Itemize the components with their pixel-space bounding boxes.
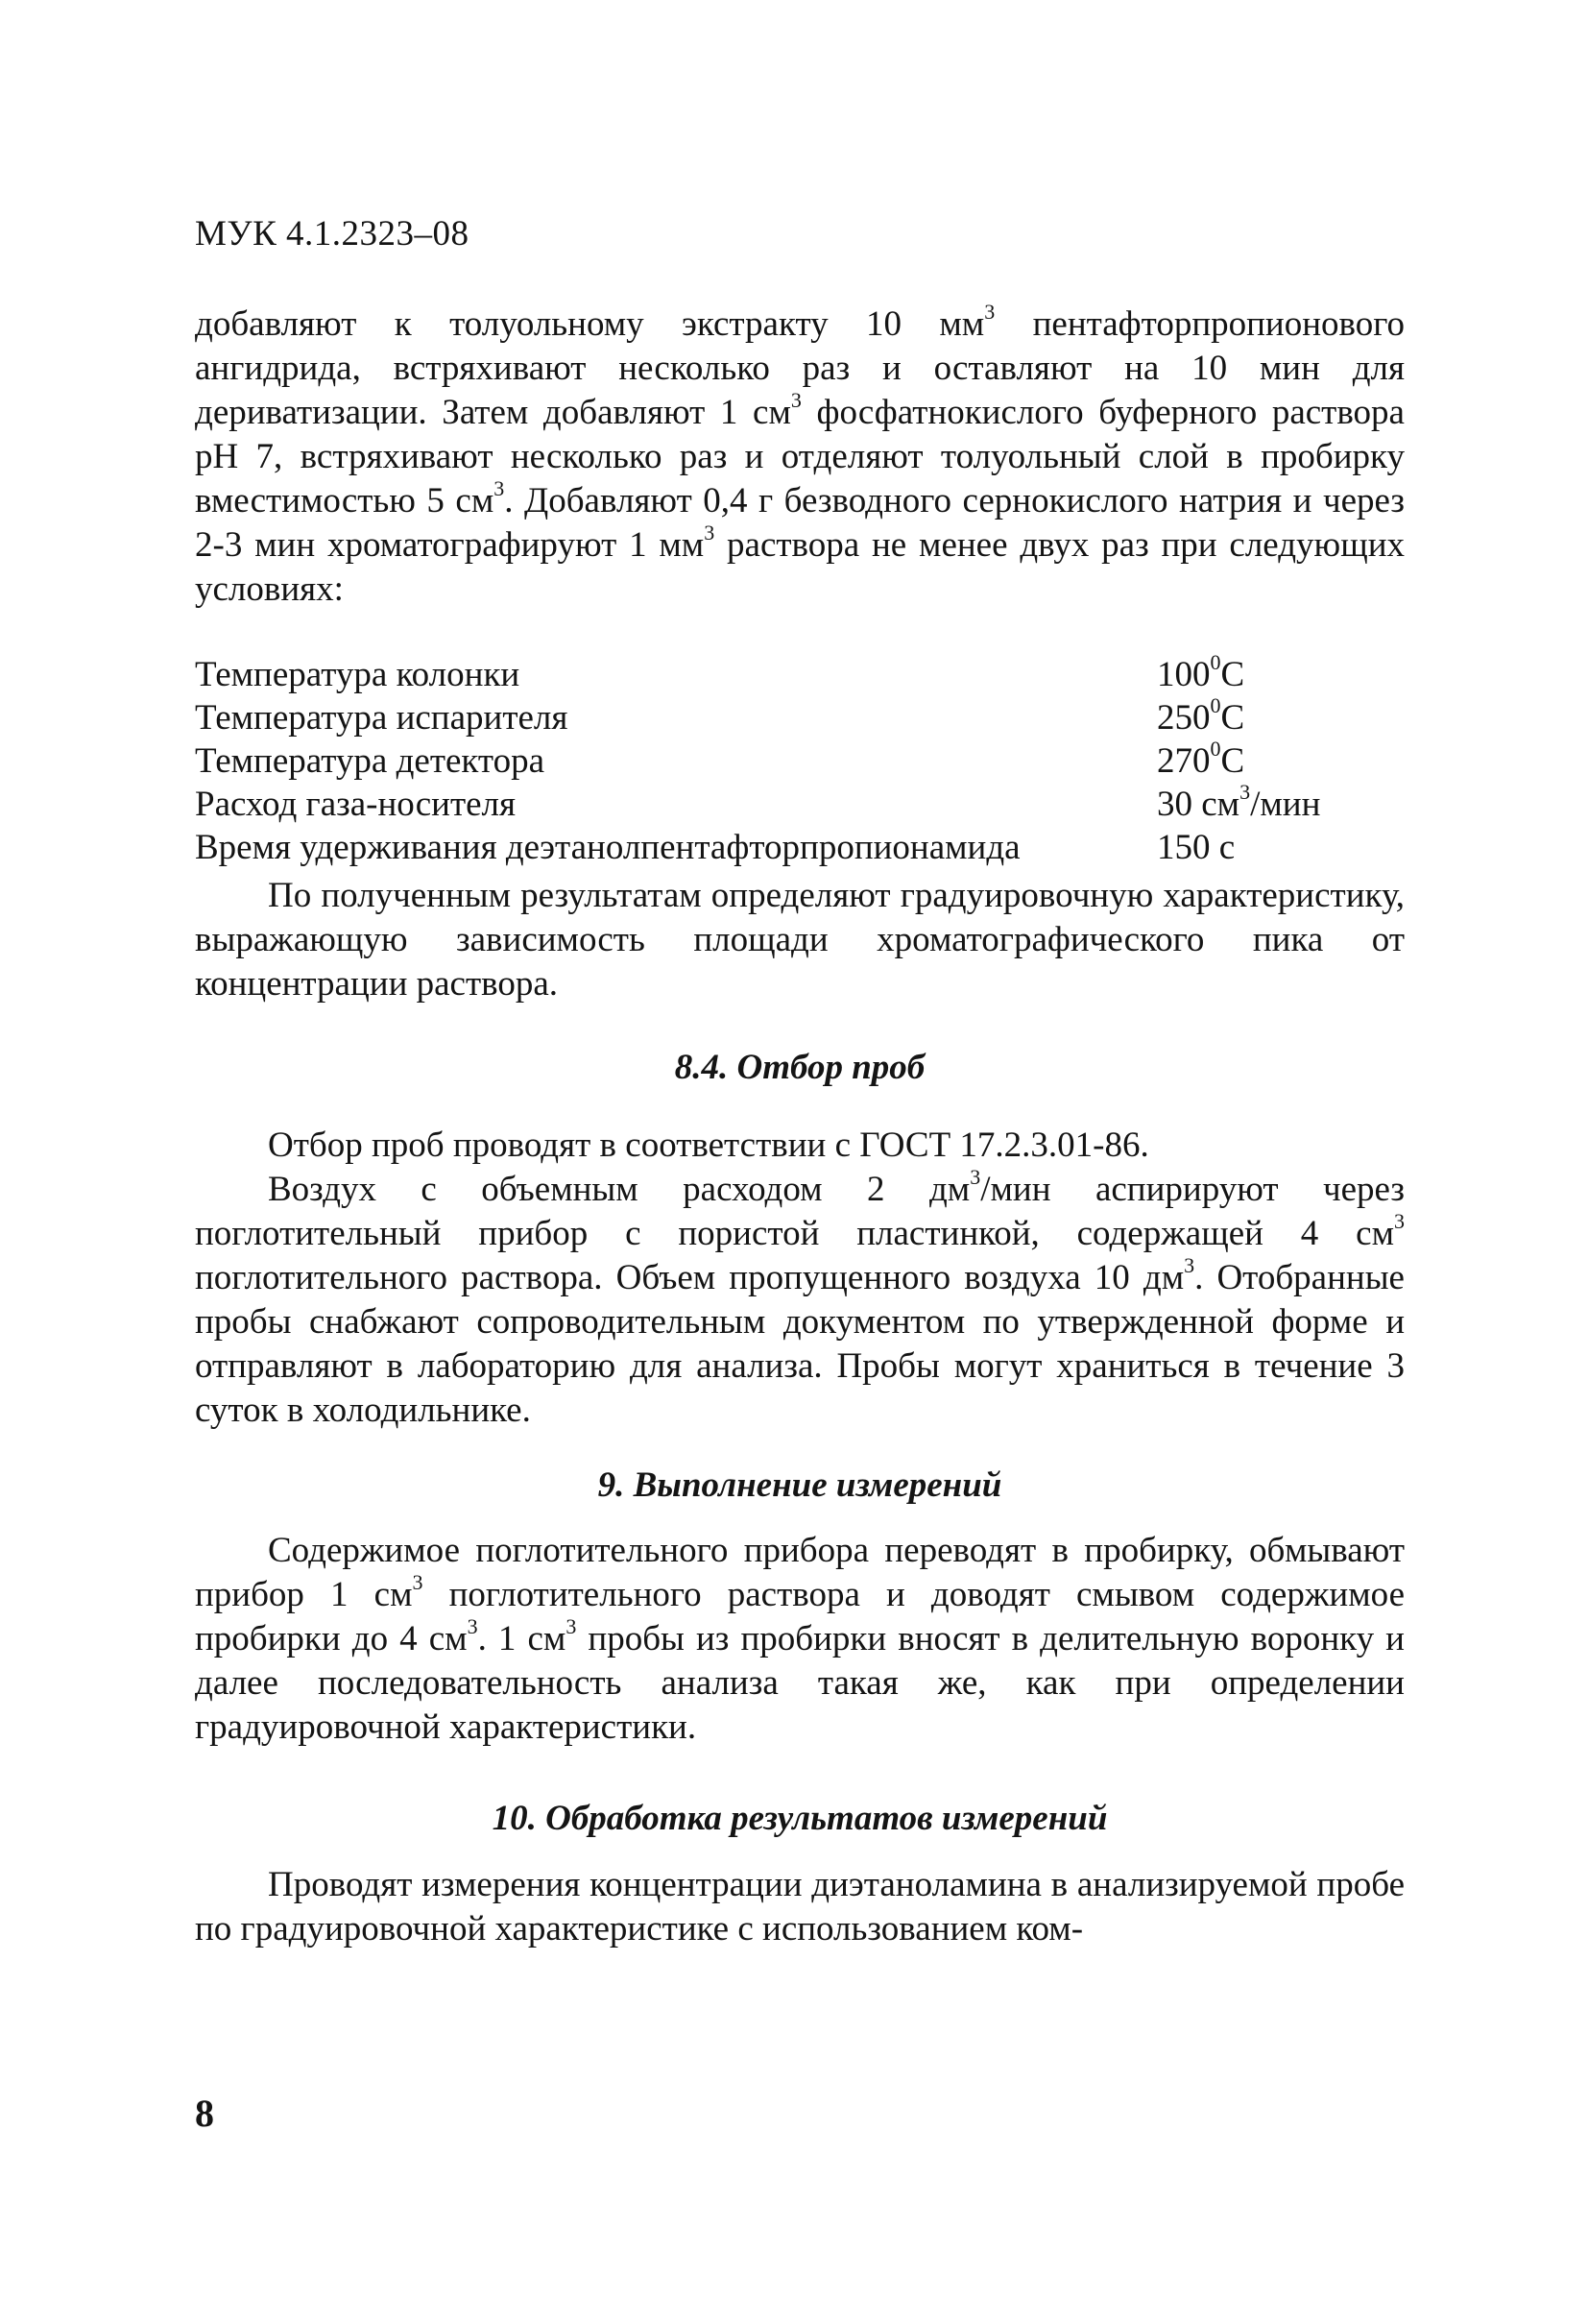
section-9-text: [195, 1529, 1405, 1750]
condition-value-sup: 0: [1210, 692, 1221, 717]
condition-label: Расход газа-носителя: [195, 785, 517, 824]
condition-value-num: 250: [1157, 698, 1211, 738]
condition-value-num: 150 с: [1157, 828, 1236, 867]
s84-sup-2: 3: [1394, 1208, 1405, 1233]
intro-sup-4: 3: [704, 520, 715, 545]
intro-text-1: добавляют к толуольному экстракту 10 мм: [195, 304, 985, 344]
condition-value-unit: С: [1220, 698, 1245, 738]
section-8-4-p2: [195, 1164, 1405, 1433]
condition-row: [195, 783, 1405, 826]
s84-text-4: . Отобранные пробы снабжают сопроводительным документом по утвержденной форме и отправляют в лабораторию для анализа. Пробы могут храниться в течение 3 суток в холодильнике.: [195, 1258, 1405, 1430]
condition-label: Время удерживания деэтанолпентафторпропионамида: [195, 828, 1021, 867]
condition-value: [1157, 779, 1405, 826]
s84-text-2: /мин аспирируют через поглотительный прибор с пористой пластинкой, содержащей 4 см: [195, 1170, 1405, 1253]
intro-text: [195, 299, 1405, 612]
section-8-4-body: [195, 1124, 1405, 1433]
intro-sup-3: 3: [493, 475, 505, 500]
intro-paragraph: [195, 299, 1405, 612]
s9-text-2: поглотительного раствора и доводят смывом содержимое пробирки до 4 см: [195, 1575, 1405, 1658]
s9-text-1: Содержимое поглотительного прибора переводят в пробирку, обмывают прибор 1 см: [195, 1531, 1405, 1614]
section-9-heading: 9. Выполнение измерений: [597, 1465, 1002, 1505]
s9-text-3: . 1 см: [477, 1619, 566, 1658]
section-8-4-heading: 8.4. Отбор проб: [674, 1048, 926, 1087]
document-code-header: МУК 4.1.2323–08: [195, 214, 469, 254]
calibration-paragraph: [195, 874, 1405, 1006]
condition-value-num: 30 см: [1157, 785, 1240, 824]
condition-label: Температура испарителя: [195, 698, 568, 738]
condition-value: [1157, 649, 1405, 696]
s84-text-1: Воздух с объемным расходом 2 дм: [268, 1170, 971, 1209]
condition-value-unit: /мин: [1250, 785, 1321, 824]
condition-label: Температура детектора: [195, 741, 545, 781]
intro-text-3: фосфатнокислого буферного раствора pH 7, встряхивают несколько раз и отделяют толуольный слой в пробирку вместимостью 5 см: [195, 393, 1405, 520]
s9-sup-1: 3: [412, 1569, 423, 1594]
s84-sup-1: 3: [970, 1164, 981, 1189]
condition-value: [1157, 736, 1405, 783]
section-10-text: Проводят измерения концентрации диэтаноламина в анализируемой пробе по градуировочной характеристике с использованием ком-: [195, 1865, 1405, 1949]
condition-value-sup: 0: [1210, 649, 1221, 674]
condition-row: [195, 696, 1405, 739]
condition-value-unit: С: [1220, 655, 1245, 694]
section-10-heading: 10. Обработка результатов измерений: [492, 1799, 1108, 1838]
page-number: 8: [195, 2092, 214, 2135]
condition-value: [1157, 826, 1405, 869]
s84-sup-3: 3: [1184, 1252, 1195, 1277]
section-10-body: [195, 1863, 1405, 1951]
condition-row: [195, 739, 1405, 783]
intro-sup-2: 3: [790, 387, 802, 412]
section-8-4-p1: Отбор проб проводят в соответствии с ГОСТ 17.2.3.01-86.: [268, 1126, 1149, 1165]
s84-text-3: поглотительного раствора. Объем пропущенного воздуха 10 дм: [195, 1258, 1185, 1297]
condition-value: [1157, 692, 1405, 739]
condition-value-num: 100: [1157, 655, 1211, 694]
condition-label: Температура колонки: [195, 655, 520, 694]
condition-value-sup: 3: [1239, 779, 1251, 804]
intro-text-2: пентафторпропионового ангидрида, встряхивают несколько раз и оставляют на 10 мин для дериватизации. Затем добавляют 1 см: [195, 304, 1405, 432]
s9-sup-2: 3: [467, 1613, 478, 1638]
chromatography-conditions-table: [195, 649, 1405, 869]
condition-row: [195, 653, 1405, 696]
s9-text-4: пробы из пробирки вносят в делительную воронку и далее последовательность анализа такая же, как при определении градуировочной характеристики.: [195, 1619, 1405, 1747]
intro-text-4: . Добавляют 0,4 г безводного сернокислого натрия и через 2-3 мин хроматографируют 1 мм: [195, 481, 1405, 565]
condition-value-sup: 0: [1210, 736, 1221, 761]
condition-value-unit: С: [1220, 741, 1245, 781]
condition-row: [195, 826, 1405, 869]
section-9-body: [195, 1529, 1405, 1750]
calibration-text: По полученным результатам определяют градуировочную характеристику, выражающую зависимость площади хроматографического пика от концентрации раствора.: [195, 876, 1405, 1004]
s9-sup-3: 3: [565, 1613, 577, 1638]
condition-value-num: 270: [1157, 741, 1211, 781]
intro-text-5: раствора не менее двух раз при следующих условиях:: [195, 525, 1405, 609]
intro-sup-1: 3: [984, 299, 996, 324]
